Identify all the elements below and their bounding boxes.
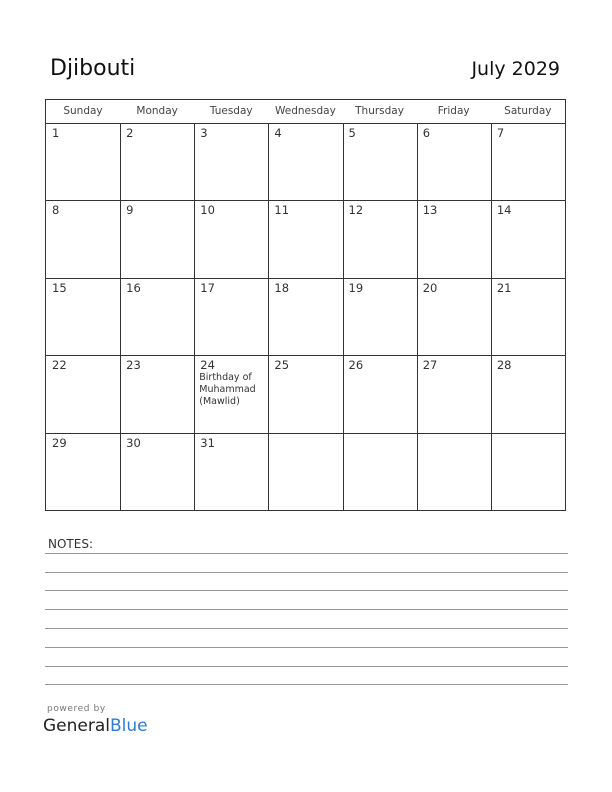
note-line (45, 684, 568, 685)
day-number: 9 (126, 203, 134, 218)
day-cell (343, 355, 417, 432)
day-cell (343, 278, 417, 355)
day-number: 16 (126, 280, 141, 295)
day-cell (46, 355, 120, 432)
day-cell (194, 433, 268, 510)
day-cell (491, 200, 565, 277)
day-number: 3 (200, 126, 208, 140)
day-number: 30 (126, 435, 141, 450)
generalblue-logo (43, 716, 148, 736)
note-line (45, 609, 568, 610)
day-number: 20 (422, 280, 438, 295)
day-number: 23 (126, 358, 141, 373)
day-number: 22 (52, 358, 67, 373)
day-cell (46, 123, 120, 200)
day-cell (120, 200, 194, 277)
day-number: 5 (348, 126, 356, 140)
powered-by-text: powered by (47, 704, 106, 714)
weekday-sunday: Sunday (63, 105, 103, 117)
day-cell (417, 278, 491, 355)
weekday-saturday: Saturday (504, 105, 552, 117)
day-number: 8 (52, 203, 60, 218)
note-line (45, 572, 568, 573)
day-number: 17 (200, 280, 215, 295)
day-number: 31 (200, 435, 215, 450)
day-cell (417, 123, 491, 200)
day-number: 29 (52, 435, 67, 450)
weekday-friday: Friday (437, 105, 470, 117)
note-line (45, 590, 568, 591)
country-title: Djibouti (50, 56, 136, 81)
day-cell (491, 355, 565, 432)
day-number: 12 (348, 203, 364, 218)
day-number: 11 (274, 203, 290, 218)
note-line (45, 647, 568, 648)
month-title: July 2029 (471, 58, 560, 80)
day-number: 24 (200, 358, 215, 373)
day-number: 1 (52, 126, 60, 140)
day-number: 10 (200, 203, 215, 218)
day-number: 27 (422, 358, 438, 373)
brand-general: General (43, 716, 110, 736)
day-cell (417, 200, 491, 277)
day-number: 28 (496, 358, 512, 373)
day-number: 21 (496, 280, 512, 295)
weekday-tuesday: Tuesday (209, 105, 253, 117)
day-cell (194, 278, 268, 355)
day-number: 6 (422, 126, 431, 140)
day-cell (194, 123, 268, 200)
day-cell (268, 278, 342, 355)
note-line (45, 628, 568, 629)
day-cell (194, 200, 268, 277)
holiday-label: Birthday of Muhammad (Mawlid) (199, 372, 256, 408)
day-cell (46, 278, 120, 355)
day-cell (120, 278, 194, 355)
weekday-header-row (46, 100, 565, 124)
day-cell (268, 433, 342, 510)
notes-label: NOTES: (48, 537, 93, 551)
day-number: 15 (52, 280, 67, 295)
day-cell (491, 433, 565, 510)
day-cell (194, 355, 268, 432)
day-cell (268, 200, 342, 277)
day-cell (343, 433, 417, 510)
day-number: 2 (126, 126, 134, 140)
day-number: 18 (274, 280, 290, 295)
day-cell (46, 200, 120, 277)
weekday-monday: Monday (136, 105, 178, 117)
day-number: 25 (274, 358, 290, 373)
day-cell (343, 200, 417, 277)
day-number: 7 (496, 126, 505, 140)
day-cell (120, 433, 194, 510)
day-cell (417, 433, 491, 510)
day-cell (343, 123, 417, 200)
day-number: 4 (274, 126, 282, 140)
day-number: 19 (348, 280, 364, 295)
day-number: 13 (422, 203, 438, 218)
day-cell (491, 123, 565, 200)
note-line (45, 666, 568, 667)
day-cell (120, 355, 194, 432)
day-cell (268, 123, 342, 200)
day-cell (491, 278, 565, 355)
weekday-thursday: Thursday (355, 105, 404, 117)
weekday-wednesday: Wednesday (275, 105, 336, 117)
day-cell (268, 355, 342, 432)
day-cell (120, 123, 194, 200)
day-number: 26 (348, 358, 364, 373)
brand-blue: Blue (110, 716, 148, 736)
day-cell (417, 355, 491, 432)
note-line (45, 553, 568, 554)
calendar-grid (45, 99, 566, 511)
day-cell (46, 433, 120, 510)
day-number: 14 (496, 203, 512, 218)
